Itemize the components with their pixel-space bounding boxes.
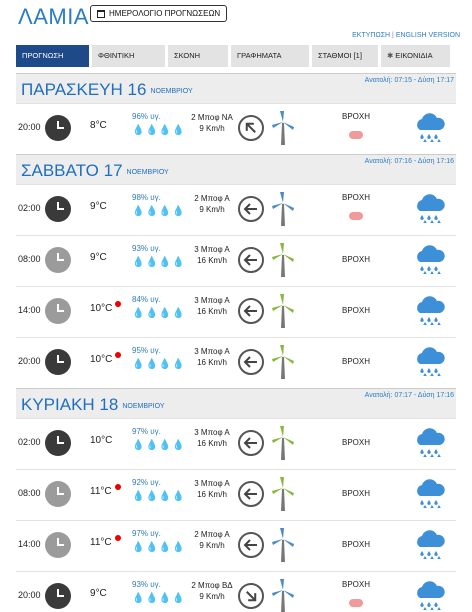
wind-direction-icon bbox=[238, 115, 264, 141]
wind-direction-icon bbox=[238, 298, 264, 324]
print-link[interactable]: ΕΚΤΥΠΩΣΗ bbox=[352, 32, 391, 39]
temperature-unit: °C bbox=[101, 354, 113, 365]
temperature-unit: °C bbox=[100, 486, 112, 497]
wind-direction-icon bbox=[238, 349, 264, 375]
rain-drop bbox=[430, 454, 433, 457]
turbine-blade bbox=[272, 488, 283, 494]
calendar-button-label: ΗΜΕΡΟΛΟΓΙΟ ΠΡΟΓΝΩΣΕΩΝ bbox=[109, 9, 221, 18]
clock-icon bbox=[45, 247, 71, 273]
tab-bar bbox=[16, 45, 456, 67]
turbine-blade bbox=[280, 579, 284, 590]
forecast-calendar-button[interactable] bbox=[90, 5, 227, 22]
forecast-time: 20:00 bbox=[18, 356, 41, 366]
forecast-time: 08:00 bbox=[18, 254, 41, 264]
rain-cloud-icon bbox=[414, 193, 446, 223]
clock-icon bbox=[45, 583, 71, 609]
rain-drop bbox=[427, 266, 430, 271]
wind-beaufort: 2 Μποφ ΝΑ bbox=[191, 113, 233, 122]
temperature bbox=[90, 537, 112, 548]
rain-drop bbox=[420, 602, 423, 607]
rain-drop bbox=[437, 220, 440, 223]
warning-dot-icon bbox=[115, 535, 121, 541]
humidity: 84% υγ. bbox=[132, 295, 161, 304]
rain-drop bbox=[430, 556, 433, 559]
tab-2[interactable] bbox=[92, 45, 165, 67]
humidity-drops-icon: 💧💧💧💧 bbox=[132, 308, 186, 319]
wind-info bbox=[184, 295, 240, 317]
forecast-row bbox=[16, 184, 456, 234]
forecast-row bbox=[16, 520, 456, 570]
clock-icon bbox=[45, 298, 71, 324]
link-separator: | bbox=[392, 32, 394, 39]
humidity-drops-icon: 💧💧💧💧 bbox=[132, 257, 186, 268]
cloud-shape bbox=[417, 530, 445, 547]
rain-drop bbox=[430, 139, 433, 142]
cloud-shape bbox=[417, 428, 445, 445]
clock-minute-hand bbox=[58, 259, 64, 261]
clock-icon bbox=[45, 196, 71, 222]
weather-condition: ΒΡΟΧΗ bbox=[342, 112, 371, 121]
temperature-unit: °C bbox=[101, 303, 113, 314]
rain-cloud-icon bbox=[414, 580, 446, 610]
forecast-row bbox=[16, 418, 456, 468]
rain-intensity-icon bbox=[349, 131, 363, 139]
tab-5[interactable] bbox=[312, 45, 378, 67]
day-header bbox=[16, 73, 456, 103]
turbine-blade bbox=[283, 488, 294, 496]
cloud-shape bbox=[417, 245, 445, 262]
wind-speed: 16 Km/h bbox=[197, 490, 227, 499]
wind-info bbox=[184, 478, 240, 500]
wind-direction-icon bbox=[238, 481, 264, 507]
temperature-value: 9 bbox=[90, 252, 96, 263]
weather-condition: ΒΡΟΧΗ bbox=[342, 255, 371, 264]
rain-drop bbox=[427, 317, 430, 322]
day-name bbox=[21, 395, 165, 415]
wind-speed: 9 Km/h bbox=[199, 541, 225, 550]
temperature bbox=[90, 252, 107, 263]
rain-cloud-icon bbox=[414, 346, 446, 376]
rain-drop bbox=[423, 505, 426, 508]
temperature bbox=[90, 120, 107, 131]
rain-drop bbox=[437, 271, 440, 274]
turbine-blade bbox=[272, 590, 283, 596]
rain-drop bbox=[423, 220, 426, 223]
wind-turbine-icon bbox=[272, 579, 294, 612]
forecast-time: 20:00 bbox=[18, 122, 41, 132]
cloud-shape bbox=[417, 296, 445, 313]
turbine-tower bbox=[281, 438, 285, 460]
turbine-blade bbox=[283, 122, 294, 130]
rain-drop bbox=[423, 454, 426, 457]
rain-intensity-icon bbox=[349, 212, 363, 220]
clock-minute-hand bbox=[58, 208, 64, 210]
clock-icon bbox=[45, 430, 71, 456]
wind-turbine-icon bbox=[272, 111, 294, 145]
humidity-drops-icon: 💧💧💧💧 bbox=[132, 593, 186, 604]
humidity: 95% υγ. bbox=[132, 346, 161, 355]
tab-label: ΦΘΙΝΤΙΚΗ bbox=[98, 51, 135, 60]
humidity: 93% υγ. bbox=[132, 244, 161, 253]
forecast-row bbox=[16, 469, 456, 519]
cloud-shape bbox=[417, 479, 445, 496]
turbine-blade bbox=[283, 539, 294, 547]
rain-cloud-icon bbox=[414, 244, 446, 274]
temperature-value: 11 bbox=[90, 537, 101, 548]
wind-beaufort: 2 Μποφ ΒΔ bbox=[191, 581, 233, 590]
rain-drop bbox=[437, 607, 440, 610]
rain-drop bbox=[434, 215, 437, 220]
wind-direction-icon bbox=[238, 583, 264, 609]
sunrise-sunset: Ανατολή: 07:15 - Δύση 17:17 bbox=[364, 77, 454, 84]
rain-cloud-icon bbox=[414, 295, 446, 325]
weather-condition: ΒΡΟΧΗ bbox=[342, 580, 371, 589]
turbine-blade bbox=[283, 203, 294, 211]
rain-drop bbox=[437, 556, 440, 559]
rain-drop bbox=[427, 368, 430, 373]
rain-drop bbox=[420, 266, 423, 271]
weather-condition: ΒΡΟΧΗ bbox=[342, 306, 371, 315]
wind-turbine-icon bbox=[272, 477, 294, 511]
temperature-unit: °C bbox=[100, 537, 112, 548]
rain-drop bbox=[434, 449, 437, 454]
cloud-shape bbox=[417, 194, 445, 211]
wind-turbine-icon bbox=[272, 243, 294, 277]
rain-drop bbox=[420, 368, 423, 373]
turbine-tower bbox=[281, 306, 285, 328]
turbine-blade bbox=[272, 254, 283, 260]
top-bar bbox=[0, 0, 472, 32]
sunrise-sunset: Ανατολή: 07:16 - Δύση 17:16 bbox=[364, 158, 454, 165]
turbine-blade bbox=[283, 356, 294, 364]
rain-drop bbox=[427, 500, 430, 505]
clock-minute-hand bbox=[58, 544, 64, 546]
day-name-text: ΣΑΒΒΑΤΟ 17 bbox=[21, 161, 123, 180]
wind-info bbox=[184, 427, 240, 449]
rain-cloud-icon bbox=[414, 427, 446, 457]
day-header bbox=[16, 388, 456, 418]
rain-drop bbox=[434, 266, 437, 271]
humidity: 92% υγ. bbox=[132, 478, 161, 487]
tab-label: ΓΡΑΦΗΜΑΤΑ bbox=[237, 51, 282, 60]
turbine-blade bbox=[272, 122, 283, 128]
wind-info bbox=[184, 112, 240, 134]
temperature-unit: °C bbox=[101, 435, 113, 446]
temperature-unit: °C bbox=[95, 588, 107, 599]
turbine-tower bbox=[281, 540, 285, 562]
rain-drop bbox=[427, 215, 430, 220]
temperature bbox=[90, 303, 112, 314]
wind-direction-icon bbox=[238, 430, 264, 456]
cloud-shape bbox=[417, 113, 445, 130]
rain-drop bbox=[420, 500, 423, 505]
turbine-tower bbox=[281, 123, 285, 145]
humidity-drops-icon: 💧💧💧💧 bbox=[132, 206, 186, 217]
english-version-link[interactable]: ENGLISH VERSION bbox=[395, 32, 460, 39]
tab-label: ΣΚΟΝΗ bbox=[174, 51, 201, 60]
turbine-blade bbox=[272, 437, 283, 443]
warning-dot-icon bbox=[115, 484, 121, 490]
wind-beaufort: 3 Μποφ Α bbox=[194, 479, 230, 488]
wind-arrow-shaft bbox=[247, 592, 255, 600]
wind-speed: 9 Km/h bbox=[199, 124, 225, 133]
clock-icon bbox=[45, 349, 71, 375]
clock-minute-hand bbox=[58, 361, 64, 363]
wind-speed: 9 Km/h bbox=[199, 205, 225, 214]
temperature-value: 11 bbox=[90, 486, 101, 497]
wind-speed: 16 Km/h bbox=[197, 256, 227, 265]
rain-drop bbox=[420, 134, 423, 139]
wind-info bbox=[184, 244, 240, 266]
wind-info bbox=[184, 346, 240, 368]
cloud-shape bbox=[417, 347, 445, 364]
temperature-unit: °C bbox=[95, 252, 107, 263]
wind-speed: 16 Km/h bbox=[197, 439, 227, 448]
turbine-blade bbox=[280, 243, 284, 254]
turbine-tower bbox=[281, 357, 285, 379]
wind-beaufort: 2 Μποφ Α bbox=[194, 194, 230, 203]
turbine-blade bbox=[272, 539, 283, 545]
rain-cloud-icon bbox=[414, 529, 446, 559]
temperature-unit: °C bbox=[95, 120, 107, 131]
clock-icon bbox=[45, 115, 71, 141]
turbine-blade bbox=[283, 305, 294, 313]
clock-minute-hand bbox=[58, 310, 64, 312]
tab-label: ΕΙΚΟΝΙΔΙΑ bbox=[395, 51, 433, 60]
rain-drop bbox=[423, 607, 426, 610]
wind-speed: 16 Km/h bbox=[197, 358, 227, 367]
warning-dot-icon bbox=[115, 352, 121, 358]
rain-drop bbox=[427, 134, 430, 139]
tab-label: ΣΤΑΘΜΟΙ [1] bbox=[318, 51, 362, 60]
clock-minute-hand bbox=[58, 493, 64, 495]
rain-drop bbox=[437, 373, 440, 376]
warning-dot-icon bbox=[115, 301, 121, 307]
turbine-blade bbox=[280, 477, 284, 488]
wind-direction-icon bbox=[238, 196, 264, 222]
turbine-blade bbox=[283, 437, 294, 445]
temperature bbox=[90, 201, 107, 212]
wind-beaufort: 3 Μποφ Α bbox=[194, 347, 230, 356]
tab-label: ΠΡΟΓΝΩΣΗ bbox=[22, 51, 64, 60]
weather-condition: ΒΡΟΧΗ bbox=[342, 438, 371, 447]
clock-icon bbox=[45, 532, 71, 558]
turbine-blade bbox=[280, 192, 284, 203]
wind-turbine-icon bbox=[272, 192, 294, 226]
rain-drop bbox=[434, 551, 437, 556]
turbine-blade bbox=[272, 203, 283, 209]
rain-drop bbox=[437, 322, 440, 325]
temperature-value: 9 bbox=[90, 588, 96, 599]
rain-drop bbox=[423, 322, 426, 325]
day-name-text: ΚΥΡΙΑΚΗ 18 bbox=[21, 395, 119, 414]
wind-beaufort: 3 Μποφ Α bbox=[194, 245, 230, 254]
day-name bbox=[21, 161, 169, 181]
turbine-blade bbox=[283, 590, 294, 598]
rain-drop bbox=[420, 215, 423, 220]
turbine-blade bbox=[272, 305, 283, 311]
day-name-text: ΠΑΡΑΣΚΕΥΗ 16 bbox=[21, 80, 147, 99]
rain-drop bbox=[434, 317, 437, 322]
turbine-blade bbox=[280, 528, 284, 539]
temperature bbox=[90, 435, 112, 446]
wind-turbine-icon bbox=[272, 426, 294, 460]
humidity-drops-icon: 💧💧💧💧 bbox=[132, 359, 186, 370]
humidity-drops-icon: 💧💧💧💧 bbox=[132, 125, 186, 136]
tab-4[interactable] bbox=[231, 45, 309, 67]
day-month: ΝΟΕΜΒΡΙΟΥ bbox=[150, 88, 193, 95]
calendar-icon bbox=[97, 10, 105, 18]
rain-drop bbox=[430, 505, 433, 508]
temperature-value: 8 bbox=[90, 120, 96, 131]
rain-drop bbox=[437, 139, 440, 142]
humidity: 98% υγ. bbox=[132, 193, 161, 202]
humidity-drops-icon: 💧💧💧💧 bbox=[132, 542, 186, 553]
rain-drop bbox=[430, 373, 433, 376]
humidity: 93% υγ. bbox=[132, 580, 161, 589]
rain-drop bbox=[427, 551, 430, 556]
clock-minute-hand bbox=[58, 595, 64, 597]
temperature bbox=[90, 354, 112, 365]
rain-drop bbox=[427, 602, 430, 607]
forecast-row bbox=[16, 286, 456, 336]
wind-speed: 16 Km/h bbox=[197, 307, 227, 316]
rain-drop bbox=[437, 505, 440, 508]
rain-drop bbox=[430, 607, 433, 610]
temperature-value: 10 bbox=[90, 435, 102, 446]
rain-drop bbox=[430, 271, 433, 274]
rain-drop bbox=[423, 139, 426, 142]
clock-minute-hand bbox=[58, 127, 64, 129]
turbine-blade bbox=[280, 111, 284, 122]
forecast-row bbox=[16, 571, 456, 612]
day-month: ΝΟΕΜΒΡΙΟΥ bbox=[126, 169, 169, 176]
forecast-time: 20:00 bbox=[18, 590, 41, 600]
wind-info bbox=[184, 193, 240, 215]
clock-minute-hand bbox=[58, 442, 64, 444]
weather-condition: ΒΡΟΧΗ bbox=[342, 489, 371, 498]
rain-drop bbox=[423, 271, 426, 274]
sunrise-sunset: Ανατολή: 07:17 - Δύση 17:16 bbox=[364, 392, 454, 399]
page-title: ΛΑΜΙΑ bbox=[18, 4, 89, 29]
rain-intensity-icon bbox=[349, 599, 363, 607]
gear-icon: ✱ bbox=[387, 51, 394, 60]
turbine-blade bbox=[272, 356, 283, 362]
wind-turbine-icon bbox=[272, 294, 294, 328]
wind-turbine-icon bbox=[272, 528, 294, 562]
day-name bbox=[21, 80, 193, 100]
forecast-row bbox=[16, 235, 456, 285]
temperature bbox=[90, 486, 112, 497]
wind-info bbox=[184, 580, 240, 602]
turbine-tower bbox=[281, 489, 285, 511]
clock-icon bbox=[45, 481, 71, 507]
wind-info bbox=[184, 529, 240, 551]
forecast-time: 14:00 bbox=[18, 305, 41, 315]
cloud-shape bbox=[417, 581, 445, 598]
humidity-drops-icon: 💧💧💧💧 bbox=[132, 491, 186, 502]
forecast-time: 14:00 bbox=[18, 539, 41, 549]
temperature-value: 10 bbox=[90, 354, 102, 365]
rain-cloud-icon bbox=[414, 478, 446, 508]
day-header bbox=[16, 154, 456, 184]
wind-beaufort: 3 Μποφ Α bbox=[194, 296, 230, 305]
rain-drop bbox=[434, 368, 437, 373]
turbine-tower bbox=[281, 591, 285, 612]
rain-drop bbox=[437, 454, 440, 457]
rain-drop bbox=[434, 602, 437, 607]
rain-drop bbox=[420, 449, 423, 454]
forecast-time: 02:00 bbox=[18, 437, 41, 447]
tab-1[interactable] bbox=[16, 45, 89, 67]
day-month: ΝΟΕΜΒΡΙΟΥ bbox=[122, 403, 165, 410]
wind-arrow-shaft bbox=[247, 124, 255, 132]
turbine-blade bbox=[280, 345, 284, 356]
temperature-value: 10 bbox=[90, 303, 102, 314]
rain-drop bbox=[427, 449, 430, 454]
weather-condition: ΒΡΟΧΗ bbox=[342, 540, 371, 549]
wind-direction-icon bbox=[238, 247, 264, 273]
temperature bbox=[90, 588, 107, 599]
forecast-row bbox=[16, 103, 456, 153]
turbine-tower bbox=[281, 204, 285, 226]
turbine-tower bbox=[281, 255, 285, 277]
wind-direction-icon bbox=[238, 532, 264, 558]
header-links bbox=[352, 32, 460, 39]
rain-drop bbox=[430, 322, 433, 325]
forecast-time: 02:00 bbox=[18, 203, 41, 213]
turbine-blade bbox=[283, 254, 294, 262]
tab-6[interactable] bbox=[381, 45, 450, 67]
humidity: 97% υγ. bbox=[132, 529, 161, 538]
rain-drop bbox=[423, 373, 426, 376]
temperature-value: 9 bbox=[90, 201, 96, 212]
weather-condition: ΒΡΟΧΗ bbox=[342, 193, 371, 202]
forecast-time: 08:00 bbox=[18, 488, 41, 498]
turbine-blade bbox=[280, 426, 284, 437]
rain-drop bbox=[430, 220, 433, 223]
rain-drop bbox=[420, 317, 423, 322]
temperature-unit: °C bbox=[95, 201, 107, 212]
tab-3[interactable] bbox=[168, 45, 228, 67]
wind-speed: 9 Km/h bbox=[199, 592, 225, 601]
humidity: 97% υγ. bbox=[132, 427, 161, 436]
rain-drop bbox=[420, 551, 423, 556]
rain-cloud-icon bbox=[414, 112, 446, 142]
turbine-blade bbox=[280, 294, 284, 305]
humidity-drops-icon: 💧💧💧💧 bbox=[132, 440, 186, 451]
rain-drop bbox=[423, 556, 426, 559]
rain-drop bbox=[434, 134, 437, 139]
humidity: 96% υγ. bbox=[132, 112, 161, 121]
wind-beaufort: 3 Μποφ Α bbox=[194, 428, 230, 437]
rain-drop bbox=[434, 500, 437, 505]
wind-beaufort: 2 Μποφ Α bbox=[194, 530, 230, 539]
weather-condition: ΒΡΟΧΗ bbox=[342, 357, 371, 366]
wind-turbine-icon bbox=[272, 345, 294, 379]
forecast-row bbox=[16, 337, 456, 387]
